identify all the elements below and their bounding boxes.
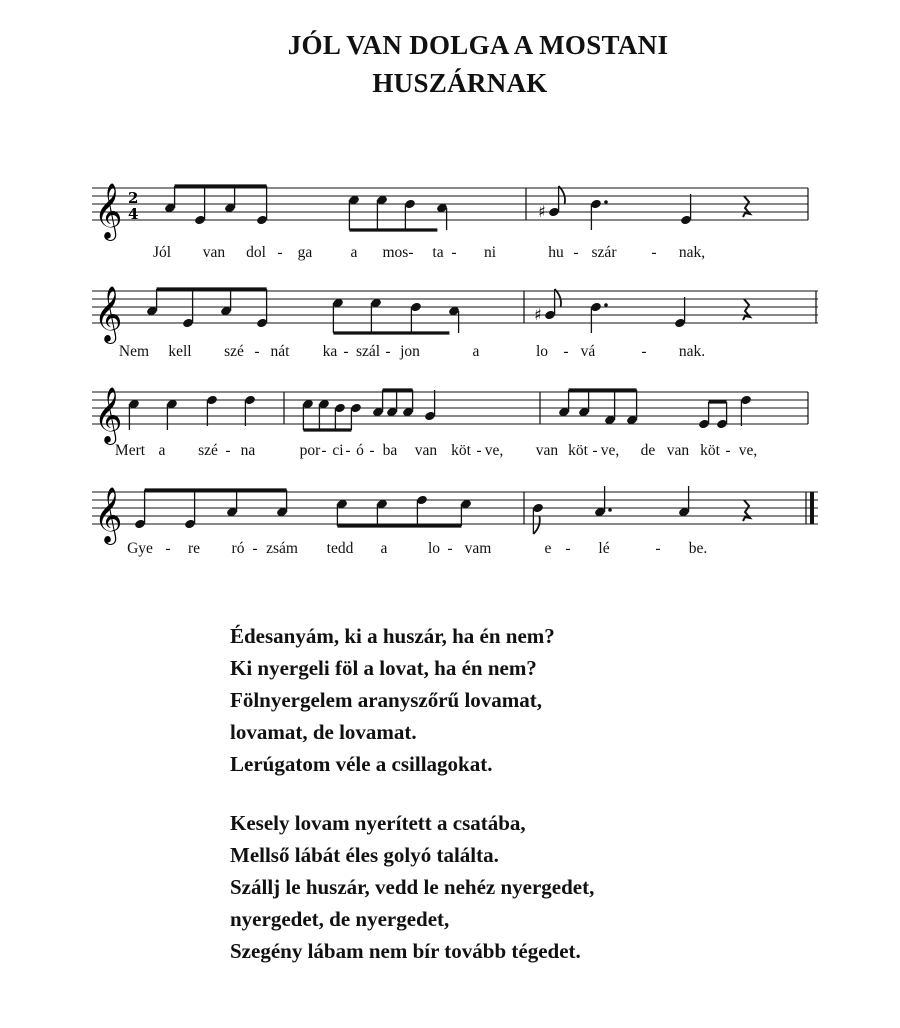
note <box>424 390 436 421</box>
note <box>548 186 560 217</box>
lyric-syllable: lo <box>427 540 441 557</box>
lyric-syllable: vá <box>580 343 596 360</box>
eighth-flag <box>533 516 539 534</box>
lyric-syllable: - <box>252 540 258 557</box>
staff-4 <box>92 484 820 544</box>
stanza-1 <box>230 620 594 780</box>
note <box>678 486 690 517</box>
lyric-syllable: ka <box>322 343 338 360</box>
lyric-syllable: hu <box>548 244 564 261</box>
lyric-syllable: köt <box>700 442 720 459</box>
lyric-syllable: köt <box>451 442 471 459</box>
lyric-syllable: a <box>380 540 388 557</box>
note <box>386 390 398 417</box>
lyric-syllable: de <box>640 442 656 459</box>
lyric-syllable: van <box>666 442 690 459</box>
lyric-syllable: - <box>451 244 457 261</box>
treble-clef-icon: 𝄞 <box>94 387 123 443</box>
lyric-syllable: köt <box>568 442 588 459</box>
lyric-syllable: - <box>592 442 598 459</box>
lyric-syllable: kell <box>168 343 192 360</box>
staff-1 <box>92 180 820 240</box>
note <box>740 395 752 426</box>
quarter-rest <box>743 500 750 521</box>
note <box>194 186 206 225</box>
quarter-rest <box>743 196 750 217</box>
final-barline <box>810 492 814 524</box>
treble-clef-icon: 𝄞 <box>94 286 123 342</box>
lyric-syllable: - <box>725 442 731 459</box>
lyric-syllable: ve, <box>484 442 504 459</box>
verse-line: Kesely lovam nyerített a csatába, <box>230 811 526 835</box>
lyric-syllable: e <box>544 540 552 557</box>
lyric-syllable: - <box>369 442 375 459</box>
lyric-syllable: ba <box>382 442 398 459</box>
eighth-flag <box>559 186 565 204</box>
lyric-syllable: ve, <box>600 442 620 459</box>
music-system-2 <box>92 283 820 373</box>
lyric-syllable: ga <box>297 244 313 261</box>
verse-line: Fölnyergelem aranyszőrű lovamat, <box>230 688 543 712</box>
lyric-syllable: dol <box>246 244 266 261</box>
note <box>302 399 314 430</box>
lyric-syllable: - <box>447 540 453 557</box>
lyric-syllable: be. <box>688 540 708 557</box>
lyric-syllable: lé <box>598 540 610 557</box>
note <box>578 390 590 417</box>
note <box>336 499 348 526</box>
lyric-syllable: - <box>321 442 327 459</box>
note <box>134 490 146 529</box>
staff-3 <box>92 384 820 444</box>
stanza-2 <box>230 807 594 967</box>
lyric-syllable: - <box>651 244 657 261</box>
note <box>256 289 268 328</box>
music-system-4 <box>92 484 820 574</box>
verse-line: Mellső lábát éles golyó találta. <box>230 843 499 867</box>
lyric-syllable: jon <box>400 343 420 360</box>
music-system-3 <box>92 384 820 474</box>
song-title-line-2: HUSZÁRNAK <box>372 68 548 98</box>
note <box>460 499 472 526</box>
note <box>372 390 384 417</box>
note <box>558 390 570 417</box>
lyric-syllable: - <box>641 343 647 360</box>
lyric-syllable: - <box>385 343 391 360</box>
verses <box>230 620 594 994</box>
note <box>674 297 686 328</box>
note <box>276 490 288 517</box>
sharp-sign: ♯ <box>534 305 542 324</box>
note <box>256 186 268 225</box>
lyric-syllable: - <box>254 343 260 360</box>
lyric-syllable: por <box>299 442 321 459</box>
lyric-syllable: lo <box>535 343 549 360</box>
lyric-syllable: tedd <box>326 540 354 557</box>
augmentation-dot <box>608 508 612 512</box>
lyric-syllable: na <box>240 442 256 459</box>
lyric-syllable: nak, <box>678 244 706 261</box>
lyric-syllable: van <box>535 442 559 459</box>
lyric-syllable: szé <box>224 343 244 360</box>
lyric-syllable: ni <box>483 244 497 261</box>
note <box>594 486 612 517</box>
time-signature-denominator: 4 <box>128 205 139 223</box>
lyric-syllable: szé <box>198 442 218 459</box>
note <box>220 289 232 316</box>
lyric-syllable: Jól <box>152 244 172 261</box>
lyric-syllable: szár <box>591 244 617 261</box>
note <box>544 289 556 320</box>
note <box>680 194 692 225</box>
lyric-syllable: - <box>343 343 349 360</box>
lyric-syllable: a <box>158 442 166 459</box>
verse-line: Ki nyergeli föl a lovat, ha én nem? <box>230 656 537 680</box>
augmentation-dot <box>604 200 608 204</box>
lyric-syllable: - <box>655 540 661 557</box>
music-system-1 <box>92 180 820 270</box>
note <box>448 306 460 333</box>
lyric-syllable: Gye <box>127 540 153 557</box>
lyric-syllable: a <box>350 244 358 261</box>
lyric-syllable: - <box>476 442 482 459</box>
staff-2 <box>92 283 820 343</box>
note <box>590 302 608 333</box>
note <box>402 390 414 417</box>
note <box>404 199 416 230</box>
note <box>164 186 176 213</box>
verse-line: nyergedet, de nyergedet, <box>230 907 450 931</box>
verse-line: lovamat, de lovamat. <box>230 720 417 744</box>
lyric-syllable: - <box>225 442 231 459</box>
note <box>146 289 158 316</box>
lyric-syllable: - <box>573 244 579 261</box>
note <box>244 395 256 426</box>
time-signature-numerator: 2 <box>128 189 139 207</box>
eighth-flag <box>555 289 561 307</box>
lyric-syllable: - <box>165 540 171 557</box>
verse-line: Szállj le huszár, vedd le nehéz nyergedet, <box>230 875 595 899</box>
lyric-syllable: nak. <box>678 343 706 360</box>
note <box>226 490 238 517</box>
lyric-syllable: nát <box>270 343 290 360</box>
note <box>376 499 388 526</box>
lyric-syllable: zsám <box>266 540 298 557</box>
note <box>224 186 236 213</box>
lyric-syllable: Mert <box>114 442 146 459</box>
lyric-syllable: mos- <box>382 244 414 261</box>
lyric-syllable: ó <box>356 442 364 459</box>
lyric-syllable: ve, <box>738 442 758 459</box>
verse-line: Szegény lábam nem bír tovább tégedet. <box>230 939 581 963</box>
lyric-syllable: ta <box>432 244 444 261</box>
note <box>182 289 194 328</box>
lyric-syllable: - <box>345 442 351 459</box>
lyric-syllable: szál <box>355 343 381 360</box>
note <box>128 399 140 430</box>
sharp-sign: ♯ <box>538 202 546 221</box>
note <box>590 199 608 230</box>
augmentation-dot <box>604 303 608 307</box>
note <box>206 395 218 426</box>
lyric-syllable: Nem <box>118 343 150 360</box>
lyric-syllable: - <box>565 540 571 557</box>
lyric-syllable: van <box>202 244 226 261</box>
note <box>410 302 422 333</box>
lyric-syllable: van <box>414 442 438 459</box>
lyric-syllable: - <box>277 244 283 261</box>
lyric-syllable: - <box>563 343 569 360</box>
treble-clef-icon: 𝄞 <box>94 487 123 543</box>
note <box>166 399 178 430</box>
lyric-syllable: vam <box>464 540 492 557</box>
note <box>318 399 330 430</box>
song-title-line-1: JÓL VAN DOLGA A MOSTANI <box>287 30 669 60</box>
note <box>184 490 196 529</box>
lyric-syllable: re <box>187 540 201 557</box>
lyric-syllable: ró <box>231 540 245 557</box>
treble-clef-icon: 𝄞 <box>94 183 123 239</box>
quarter-rest <box>743 299 750 320</box>
lyric-syllable: a <box>472 343 480 360</box>
note <box>436 203 448 230</box>
note <box>416 495 428 526</box>
verse-line: Édesanyám, ki a huszár, ha én nem? <box>230 624 555 648</box>
verse-line: Lerúgatom véle a csillagokat. <box>230 752 493 776</box>
lyric-syllable: ci <box>332 442 344 459</box>
